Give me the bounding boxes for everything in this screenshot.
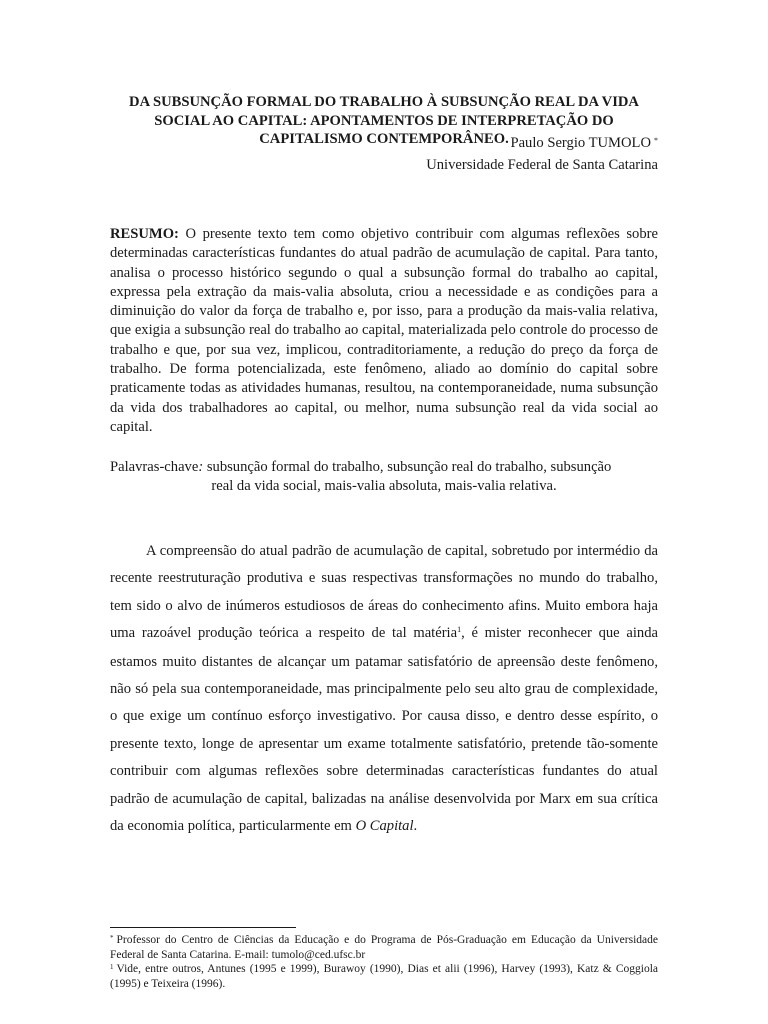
author-block bbox=[426, 133, 658, 175]
keywords-label: Palavras-chave bbox=[110, 459, 199, 475]
body-text-part2: , é mister reconhecer que ainda estamos muito distantes de alcançar um patamar satisfatório de apreensão deste fenômeno, não só pela sua contemporaneidade, mas principalmente pelo seu alto grau de complexidade, o que exige um contínuo esforço investigativo. Por causa disso, e dentro desse espírito, o presente texto, longe de apresentar um exame totalmente satisfatório, pretende tão-somente contribuir com algumas reflexões sobre determinadas características fundantes do atual padrão de acumulação de capital, balizadas na análise desenvolvida por Marx em sua crítica da economia política, particularmente em bbox=[110, 625, 658, 835]
abstract-label: RESUMO: bbox=[110, 226, 179, 242]
footnote-1 bbox=[110, 962, 658, 991]
footnote-author bbox=[110, 933, 658, 962]
author-footnote-marker: * bbox=[654, 136, 658, 145]
keywords bbox=[110, 458, 658, 497]
footnote-marker: 1 bbox=[110, 963, 114, 971]
author-affiliation: Universidade Federal de Santa Catarina bbox=[426, 157, 658, 173]
document-title: DA SUBSUNÇÃO FORMAL DO TRABALHO À SUBSUNÇÃO REAL DA VIDA SOCIAL AO CAPITAL: APONTAMENTOS DE INTERPRETAÇÃO DO CAPITALISMO CONTEMPORÂNEO. bbox=[129, 94, 639, 147]
author-line bbox=[426, 133, 658, 155]
footnote-text: Vide, entre outros, Antunes (1995 e 1999), Burawoy (1990), Dias et alii (1996), Harvey (1993), Katz & Coggiola (1995) e Teixeira (1996). bbox=[110, 963, 658, 990]
footnote-text: Professor do Centro de Ciências da Educação e do Programa de Pós-Graduação em Educação da Universidade Federal de Santa Catarina. E-mail: tumolo@ced.ufsc.br bbox=[110, 934, 658, 961]
body-text-end: . bbox=[413, 818, 418, 835]
keywords-colon: : bbox=[198, 459, 204, 475]
footnotes bbox=[110, 933, 658, 991]
keywords-line2: real da vida social, mais-valia absoluta, mais-valia relativa. bbox=[211, 478, 557, 495]
footnote-divider bbox=[110, 927, 296, 928]
body-text-part1: A compreensão do atual padrão de acumulação de capital, sobretudo por intermédio da recente reestruturação produtiva e suas respectivas transformações no mundo do trabalho, tem sido o alvo de inúmeros estudiosos de áreas do conhecimento afins. Muito embora haja uma razoável produção teórica a respeito de tal matéria bbox=[110, 543, 658, 642]
abstract-text: O presente texto tem como objetivo contribuir com algumas reflexões sobre determinadas características fundantes do atual padrão de acumulação de capital. Para tanto, analisa o processo histórico segundo o qual a subsunção formal do trabalho ao capital, expressa pela extração da mais-valia absoluta, criou a necessidade e as condições para a diminuição do valor da força de trabalho e, por isso, para a produção da mais-valia relativa, que exigia a subsunção real do trabalho ao capital, materializada pelo controle do processo de trabalho e que, por sua vez, implicou, contraditoriamente, a redução do preço da força de trabalho. De forma potencializada, este fenômeno, aliado ao domínio do capital sobre praticamente todas as atividades humanas, resultou, na contemporaneidade, numa subsunção da vida dos trabalhadores ao capital, ou melhor, numa subsunção real da vida social ao capital. bbox=[110, 226, 658, 435]
footnote-marker: * bbox=[110, 934, 114, 942]
footnote-ref-1: 1 bbox=[457, 625, 462, 635]
body-paragraph bbox=[110, 538, 658, 840]
book-title: O Capital bbox=[355, 818, 414, 835]
abstract bbox=[110, 225, 658, 437]
keywords-line1: subsunção formal do trabalho, subsunção real do trabalho, subsunção bbox=[203, 459, 612, 475]
author-name: Paulo Sergio TUMOLO bbox=[510, 135, 651, 151]
